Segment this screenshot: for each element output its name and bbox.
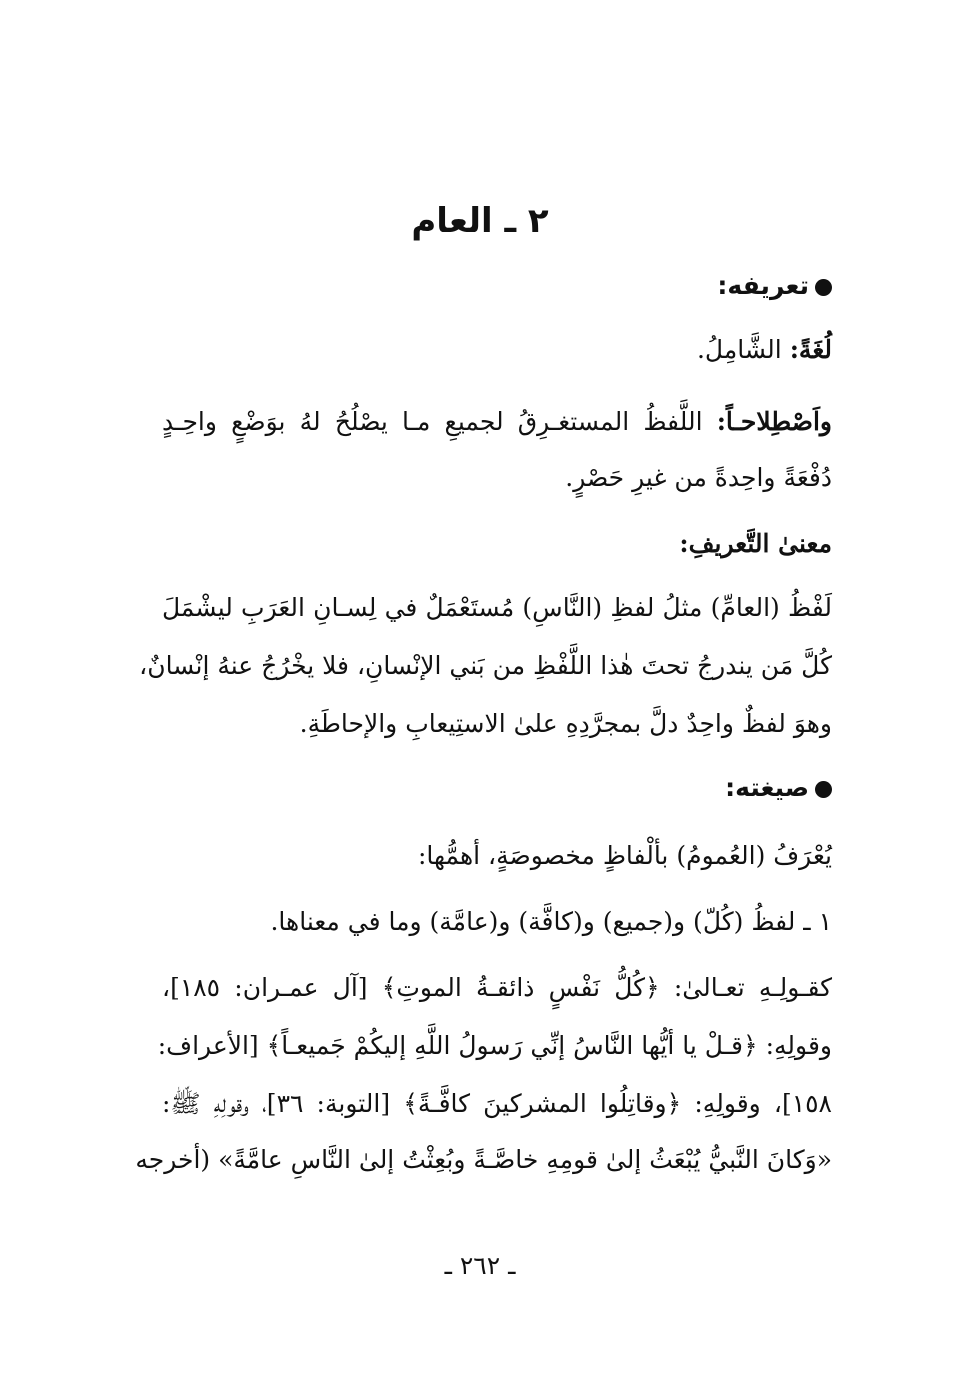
- istilah-line-1: [162, 402, 832, 442]
- forms-intro: يُعْرَفُ (العُمومُ) بألْفاظٍ مخصوصَةٍ، أهمُّها:: [417, 841, 832, 870]
- meaning-line-1: لَفْظُ (العامِّ) مثلُ لفظِ (النَّاسِ) مُستَعْمَلٌ في لِسـانِ العَرَبِ ليشْمَلَ: [162, 593, 832, 622]
- meaning-line-2: كُلَّ مَن يندرجُ تحتَ هٰذا اللَّفْظِ من بَني الإنْسانِ، فلا يخْرُجُ عنهُ إنْسانٌ،: [139, 651, 832, 680]
- meaning-line-3: وهوَ لفظٌ واحِدٌ دلَّ بمجرَّدِهِ علىٰ الاستِيعابِ والإحاطَةِ.: [299, 709, 832, 738]
- page-number: ـ ٢٦٢ ـ: [444, 1251, 516, 1280]
- forms-item-1: ١ ـ لفظُ (كُلّ) و(جميع) و(كافَّة) و(عامَّة) وما في معناها.: [270, 907, 832, 936]
- istilah-label: واَصْطِلاحـاً:: [716, 407, 832, 436]
- lugha-label: لُغَةً:: [789, 335, 832, 364]
- definition-heading: [717, 268, 832, 304]
- definition-heading-text: تعريفه:: [717, 271, 809, 300]
- lugha-line: [697, 330, 832, 370]
- meaning-heading: معنىٰ التَّعريفِ:: [679, 529, 832, 558]
- bullet-icon: [815, 279, 832, 296]
- forms-heading-text: صيغته:: [725, 773, 809, 802]
- forms-heading: [725, 770, 832, 806]
- example-line-1: كقـولِـهِ تعـالىٰ: ﴿كُلُّ نَفْسٍ ذائقـةُ الموتِ﴾ [آل عمـران: ١٨٥]،: [162, 973, 832, 1002]
- bullet-icon: [815, 781, 832, 798]
- istilah-text-1: اللَّفظُ المستغـرِقُ لجميعِ مـا يصْلُحُ لهُ بوَضْعٍ واحِـدٍ: [162, 407, 703, 436]
- lugha-text: الشَّامِلُ.: [696, 335, 782, 364]
- example-line-4: «وَكانَ النَّبيُّ يُبْعَثُ إلىٰ قومِهِ خاصَّـةً وبُعِثْتُ إلىٰ النَّاسِ عامَّةً» (أخرجه: [135, 1145, 832, 1174]
- example-line-2: وقولِهِ: ﴿قـلْ يا أيُّها النَّاسُ إنِّي رَسولُ اللَّهِ إليكُمْ جَميعـاً﴾ [الأعراف:: [157, 1031, 832, 1060]
- example-line-3: ١٥٨]، وقولِهِ: ﴿وقاتِلُوا المشركينَ كافَّـةً﴾ [التوبة: ٣٦]، وقولِهِ ﷺ:: [162, 1089, 832, 1118]
- istilah-line-2: دُفْعَةً واحِدةً من غيرِ حَصْرٍ.: [565, 463, 832, 492]
- chapter-title: ٢ ـ العام: [411, 201, 549, 241]
